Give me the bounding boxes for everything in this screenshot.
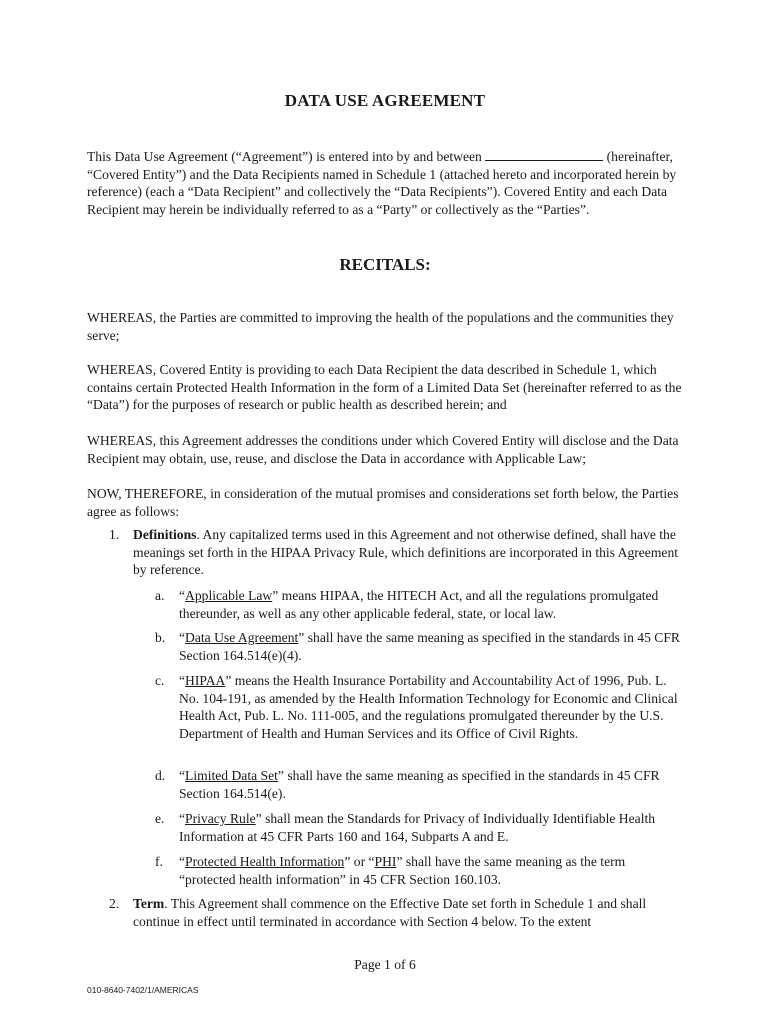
defined-term: Limited Data Set bbox=[185, 768, 278, 783]
document-id: 010-8640-7402/1/AMERICAS bbox=[87, 985, 199, 995]
section-definitions bbox=[109, 526, 689, 579]
defined-term: HIPAA bbox=[185, 673, 226, 688]
quote-open: “ bbox=[179, 673, 186, 688]
definition-letter: e. bbox=[155, 811, 165, 826]
definition-text: ” shall have the same meaning as specified in the standards in 45 CFR Section 164.514(e). bbox=[179, 768, 660, 801]
page-number: Page 1 of 6 bbox=[354, 957, 416, 972]
definition-letter: b. bbox=[155, 630, 166, 645]
definition-text: ” shall mean the Standards for Privacy of Individually Identifiable Health Information at 45 CFR Parts 160 and 164, Subparts A and E. bbox=[179, 811, 656, 844]
document-title: DATA USE AGREEMENT bbox=[284, 91, 486, 110]
quote-open: “ bbox=[179, 768, 186, 783]
definition-item bbox=[155, 767, 685, 802]
section-text: . Any capitalized terms used in this Agreement and not otherwise defined, shall have the meanings set forth in the HIPAA Privacy Rule, which definitions are incorporated in this Agreement by reference. bbox=[133, 527, 679, 577]
now-therefore-paragraph: NOW, THEREFORE, in consideration of the mutual promises and considerations set forth below, the Parties agree as follows: bbox=[87, 486, 679, 519]
definition-letter: d. bbox=[155, 768, 166, 783]
definition-text: ” shall have the same meaning as the term “protected health information” in 45 CFR Section 160.103. bbox=[179, 854, 626, 887]
definition-letter: f. bbox=[155, 854, 163, 869]
section-term bbox=[109, 895, 689, 930]
definition-item bbox=[155, 587, 685, 622]
defined-term: Data Use Agreement bbox=[185, 630, 299, 645]
defined-term: Applicable Law bbox=[185, 588, 273, 603]
definition-item bbox=[155, 810, 685, 845]
definition-item bbox=[155, 853, 685, 888]
definition-text: ” shall have the same meaning as specified in the standards in 45 CFR Section 164.514(e)(4). bbox=[179, 630, 680, 663]
recitals-heading: RECITALS: bbox=[339, 255, 431, 274]
defined-term-abbrev: PHI bbox=[374, 854, 397, 869]
whereas-paragraph-2: WHEREAS, Covered Entity is providing to each Data Recipient the data described in Schedule 1, which contains certain Protected Health Information in the form of a Limited Data Set (hereinafter referred to as the “Data”) for the purposes of research or public health as described herein; and bbox=[87, 362, 682, 412]
definition-text: ” means HIPAA, the HITECH Act, and all the regulations promulgated thereunder, as well as any other applicable federal, state, or local law. bbox=[179, 588, 659, 621]
whereas-paragraph-3: WHEREAS, this Agreement addresses the conditions under which Covered Entity will disclose and the Data Recipient may obtain, use, reuse, and disclose the Data in accordance with Applicable Law; bbox=[87, 433, 679, 466]
party-name-blank bbox=[485, 148, 603, 161]
defined-term: Privacy Rule bbox=[185, 811, 256, 826]
section-heading: Definitions bbox=[133, 527, 197, 542]
defined-term: Protected Health Information bbox=[185, 854, 345, 869]
section-number: 2. bbox=[109, 896, 120, 911]
intro-text-end: (hereinafter, “Covered Entity”) and the Data Recipients named in Schedule 1 (attached hereto and incorporated herein by reference) (each a “Data Recipient” and collectively the “Data Recipients”). Covered Entity and each Data Recipient may herein be individually referred to as a “Party” or collectively as the “Parties”. bbox=[87, 149, 677, 217]
section-number: 1. bbox=[109, 527, 120, 542]
intro-paragraph bbox=[87, 148, 687, 218]
definition-letter: a. bbox=[155, 588, 165, 603]
definition-item bbox=[155, 629, 685, 664]
definition-item bbox=[155, 672, 685, 742]
quote-open: “ bbox=[179, 854, 186, 869]
quote-open: “ bbox=[179, 811, 186, 826]
intro-text-start: This Data Use Agreement (“Agreement”) is entered into by and between bbox=[87, 149, 486, 164]
definition-text: ” means the Health Insurance Portability and Accountability Act of 1996, Pub. L. No. 104-191, as amended by the Health Information Technology for Economic and Clinical Health Act, Pub. L. No. 111-005, and the regulations promulgated thereunder by the U.S. Department of Health and Human Services and its Office of Civil Rights. bbox=[179, 673, 678, 741]
definition-letter: c. bbox=[155, 673, 165, 688]
quote-open: “ bbox=[179, 588, 186, 603]
whereas-paragraph-1: WHEREAS, the Parties are committed to improving the health of the populations and the communities they serve; bbox=[87, 310, 674, 343]
section-text: . This Agreement shall commence on the Effective Date set forth in Schedule 1 and shall continue in effect until terminated in accordance with Section 4 below. To the extent bbox=[133, 896, 647, 929]
quote-open: “ bbox=[179, 630, 186, 645]
quote-joiner: ” or “ bbox=[344, 854, 375, 869]
section-heading: Term bbox=[133, 896, 165, 911]
